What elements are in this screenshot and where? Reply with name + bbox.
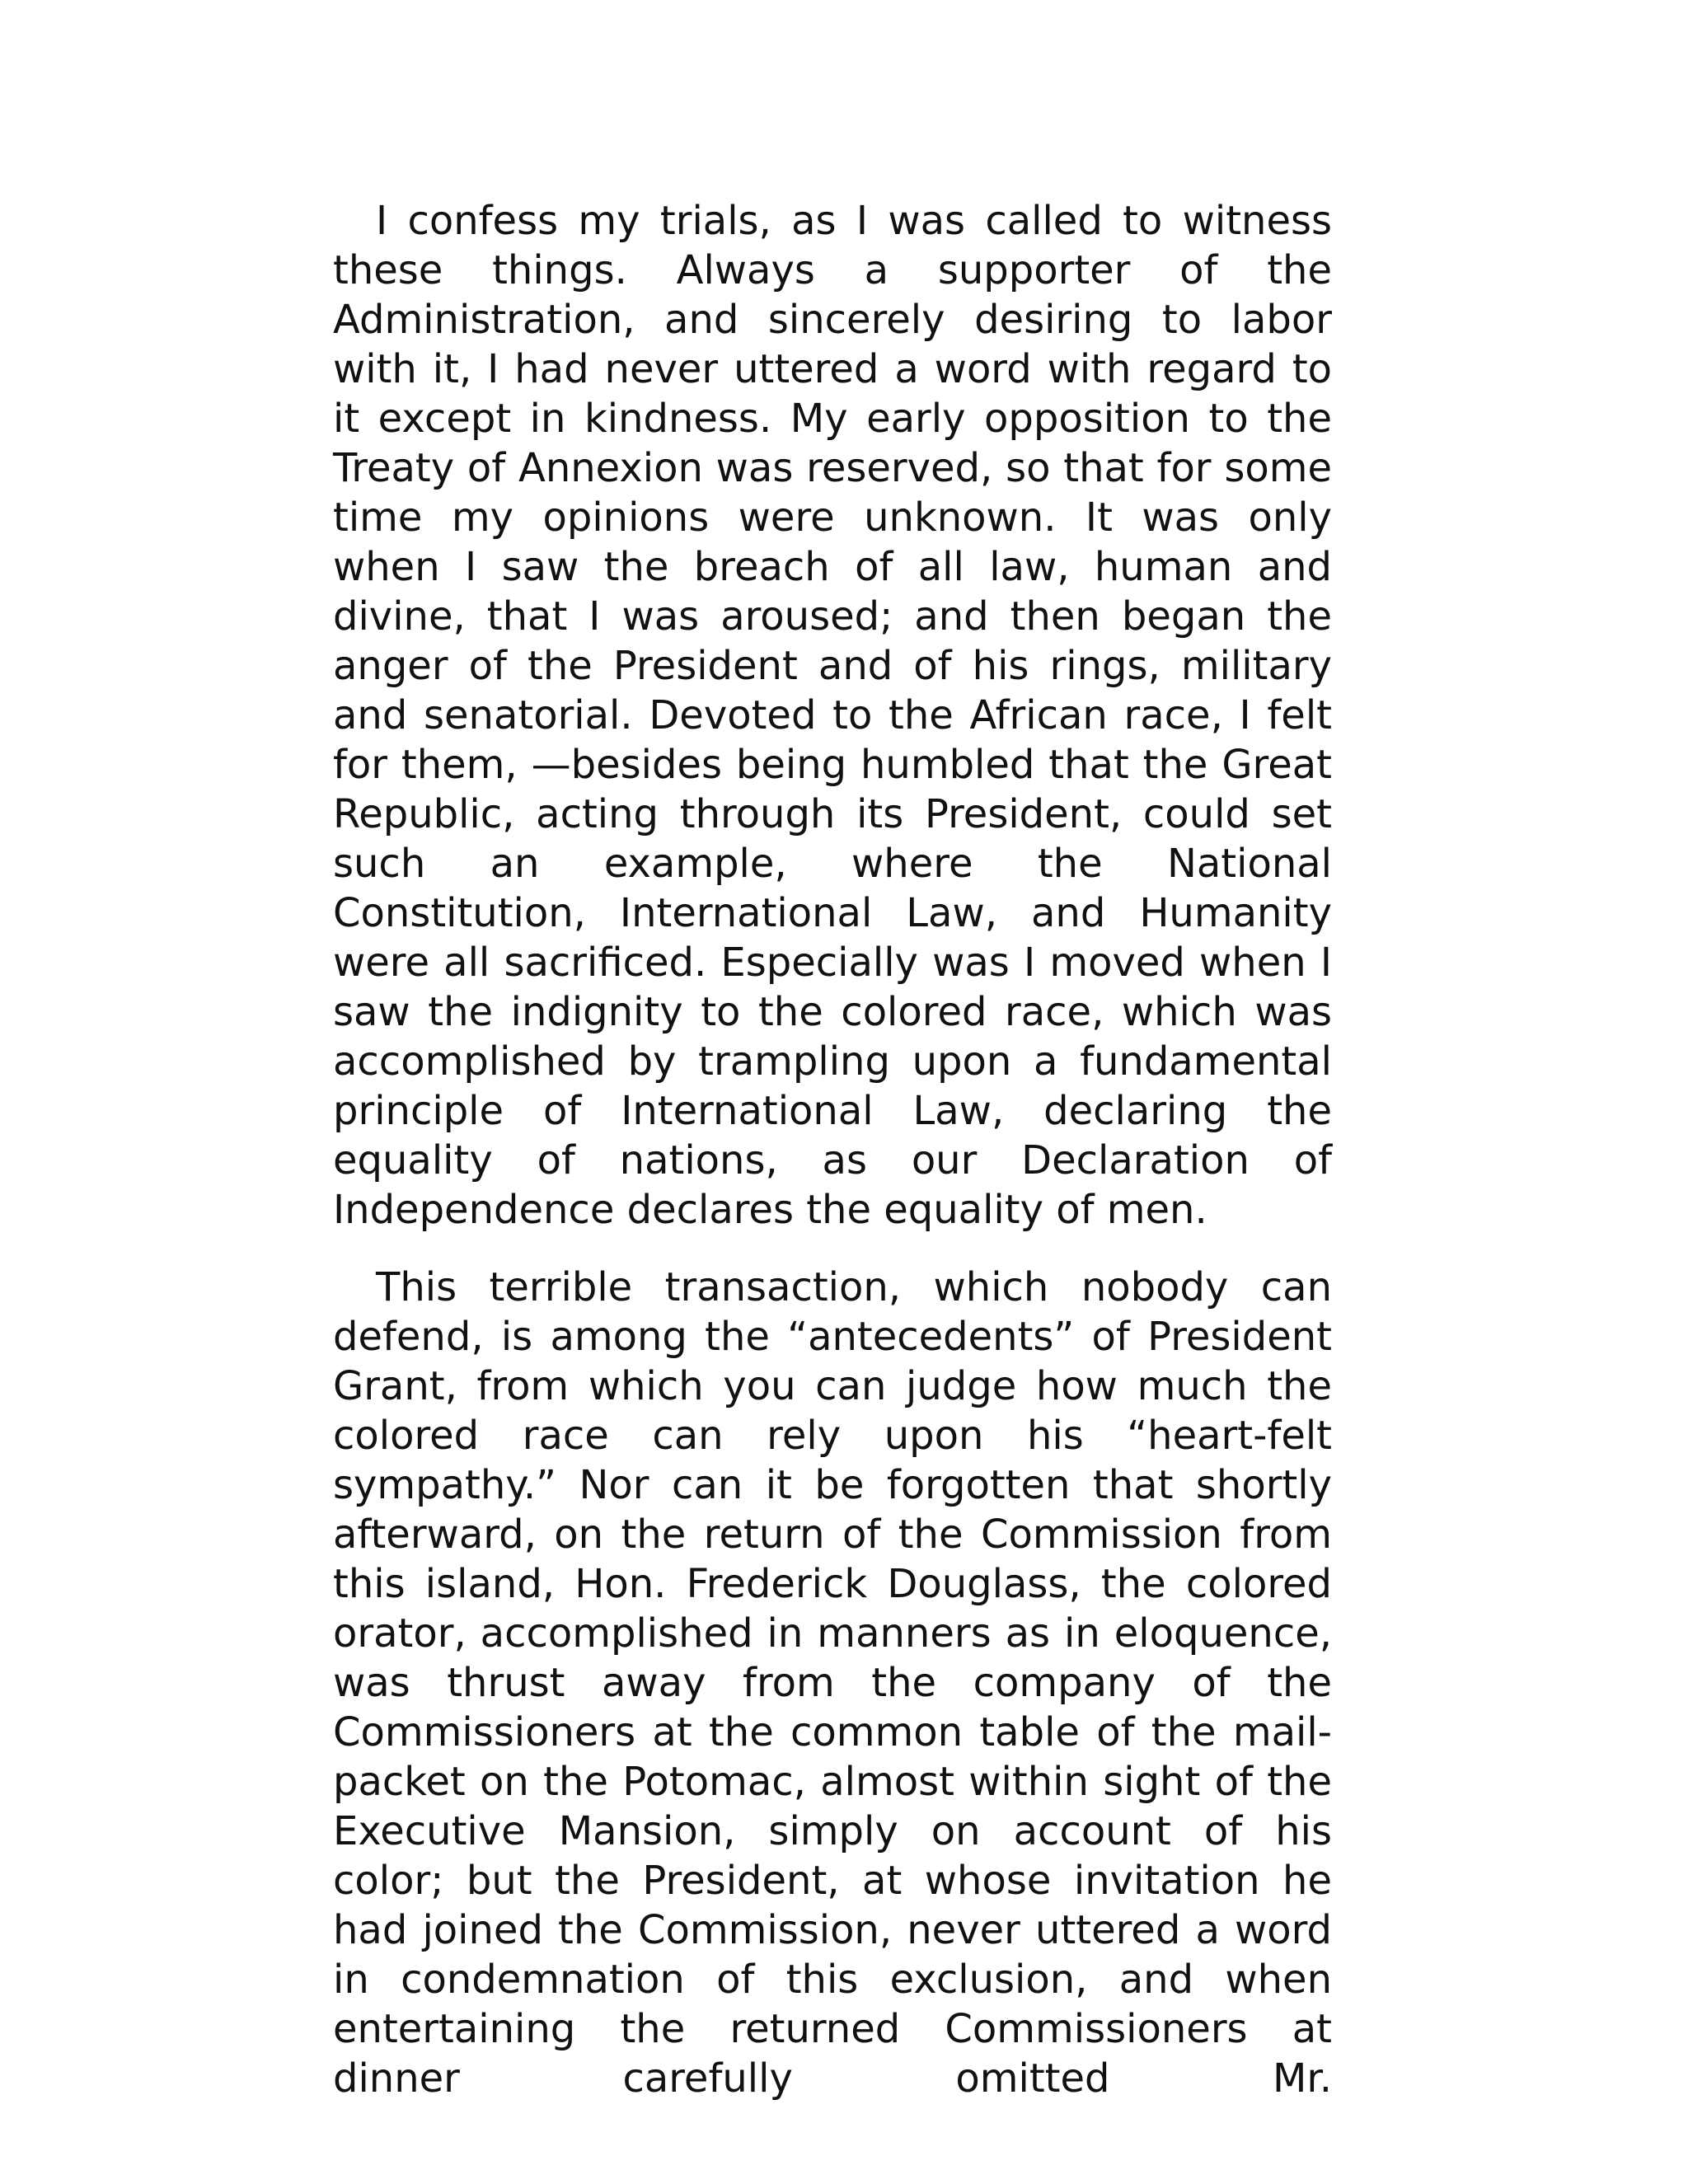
paragraph-2: This terrible transaction, which nobody can defend, is among the “antecedents” of President Grant, from which you can judge how much the colored race can rely upon his “heart-felt sympathy.” Nor can it be forgotten that shortly afterward, on the return of the Commission from this island, Hon. Frederick Douglass, the colored orator, accomplished in manners as in eloquence, was thrust away from the company of the Commissioners at the common table of the mail-packet on the Potomac, almost within sight of the Executive Mansion, simply on account of his color; but the President, at whose invitation he had joined the Commission, never uttered a word in condemnation of this exclusion, and when entertaining the returned Commissioners at dinner carefully omitted Mr.: [333, 1264, 1332, 2102]
body-text: [333, 196, 1332, 2103]
paragraph-1: I confess my trials, as I was called to witness these things. Always a supporter of the Administration, and sincerely desiring to labor with it, I had never uttered a word with regard to it except in kindness. My early opposition to the Treaty of Annexion was reserved, so that for some time my opinions were unknown. It was only when I saw the breach of all law, human and divine, that I was aroused; and then began the anger of the President and of his rings, military and senatorial. Devoted to the African race, I felt for them, —besides being humbled that the Great Republic, acting through its President, could set such an example, where the National Constitution, International Law, and Humanity were all sacrificed. Especially was I moved when I saw the indignity to the colored race, which was accomplished by trampling upon a fundamental principle of International Law, declaring the equality of nations, as our Declaration of Independence declares the equality of men.: [333, 198, 1332, 1233]
